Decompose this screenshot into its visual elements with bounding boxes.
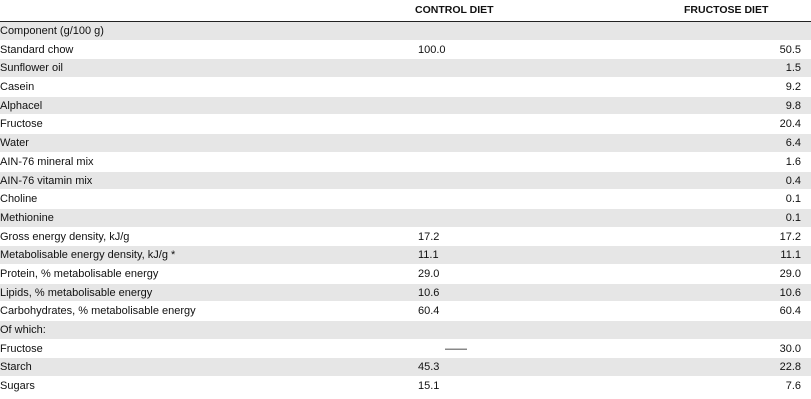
table-row — [0, 172, 811, 191]
control-value: 60.4 — [418, 305, 440, 318]
fructose-value: 1.5 — [785, 62, 801, 75]
control-value: 29.0 — [418, 267, 440, 280]
table-row — [0, 41, 811, 60]
fructose-value: 0.1 — [785, 193, 801, 206]
control-value: 10.6 — [418, 286, 440, 299]
fructose-value: 60.4 — [779, 305, 801, 318]
row-label: Water — [0, 137, 29, 150]
table-row — [0, 246, 811, 265]
table-row — [0, 153, 811, 172]
control-value: 45.3 — [418, 361, 440, 374]
table-row — [0, 190, 811, 209]
row-label: Sunflower oil — [0, 62, 63, 75]
fructose-value: 9.2 — [785, 81, 801, 94]
table-row — [0, 59, 811, 78]
fructose-value: 30.0 — [779, 342, 801, 355]
table-row — [0, 302, 811, 321]
fructose-value: 10.6 — [779, 286, 801, 299]
row-label: Methionine — [0, 211, 54, 224]
row-label: Sugars — [0, 380, 35, 393]
row-label: Protein, % metabolisable energy — [0, 267, 159, 280]
table-row — [0, 209, 811, 228]
fructose-value: 20.4 — [779, 118, 801, 131]
fructose-value: 29.0 — [779, 267, 801, 280]
table-row — [0, 228, 811, 247]
table-row — [0, 78, 811, 97]
control-diet-header: CONTROL DIET — [415, 4, 494, 16]
row-label: AIN-76 mineral mix — [0, 155, 94, 168]
row-label: Alphacel — [0, 99, 43, 112]
fructose-value: 1.6 — [785, 155, 801, 168]
fructose-value: 22.8 — [779, 361, 801, 374]
control-value: —— — [445, 342, 467, 355]
fructose-value: 0.4 — [785, 174, 801, 187]
table-row — [0, 377, 811, 396]
row-label: Casein — [0, 81, 35, 94]
row-label: Starch — [0, 361, 32, 374]
fructose-value: 6.4 — [785, 137, 801, 150]
table-row — [0, 340, 811, 359]
row-label: Lipids, % metabolisable energy — [0, 286, 153, 299]
row-label: AIN-76 vitamin mix — [0, 174, 93, 187]
fructose-value: 50.5 — [779, 43, 801, 56]
fructose-diet-header: FRUCTOSE DIET — [684, 4, 769, 16]
table-row — [0, 22, 811, 41]
table-header — [0, 0, 811, 22]
row-label: Carbohydrates, % metabolisable energy — [0, 305, 196, 318]
table-row — [0, 134, 811, 153]
row-label: Component (g/100 g) — [0, 25, 104, 37]
fructose-value: 7.6 — [785, 380, 801, 393]
table-row — [0, 321, 811, 340]
row-label: Metabolisable energy density, kJ/g * — [0, 249, 176, 262]
row-label: Of which: — [0, 324, 46, 336]
row-label: Choline — [0, 193, 38, 206]
table-row — [0, 265, 811, 284]
control-value: 15.1 — [418, 380, 440, 393]
fructose-value: 0.1 — [785, 211, 801, 224]
row-label: Standard chow — [0, 43, 74, 56]
fructose-value: 17.2 — [779, 230, 801, 243]
fructose-value: 11.1 — [780, 249, 801, 262]
row-label: Gross energy density, kJ/g — [0, 230, 130, 243]
table-row — [0, 358, 811, 377]
table-row — [0, 97, 811, 116]
row-label: Fructose — [0, 118, 43, 131]
control-value: 11.1 — [418, 249, 439, 262]
control-value: 100.0 — [418, 43, 446, 56]
fructose-value: 9.8 — [785, 99, 801, 112]
control-value: 17.2 — [418, 230, 440, 243]
row-label: Fructose — [0, 342, 43, 355]
table-row — [0, 284, 811, 303]
table-row — [0, 115, 811, 134]
